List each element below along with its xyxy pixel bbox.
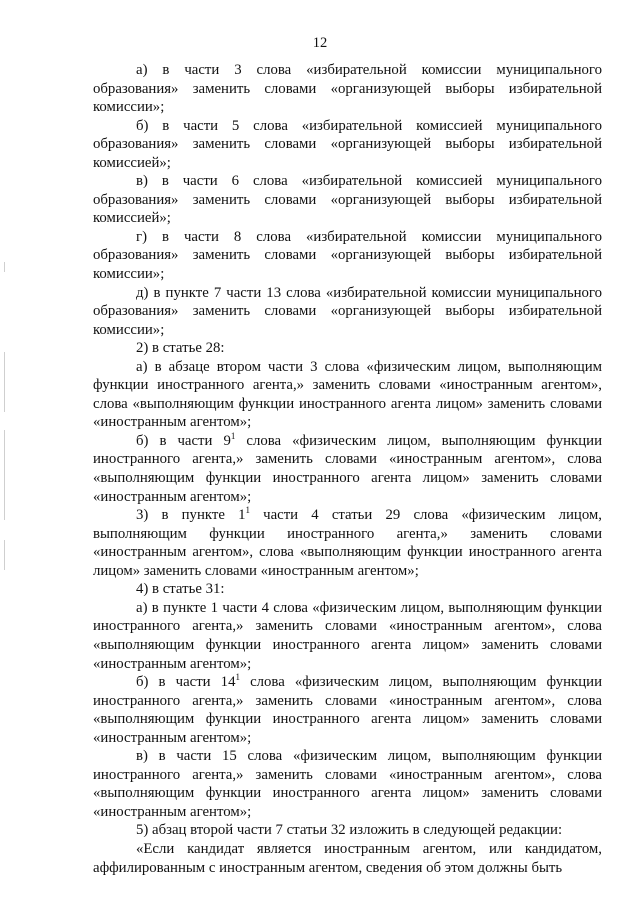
paragraph-text-before: 3) в пункте 1 [136, 507, 246, 524]
scan-margin-mark [4, 262, 5, 272]
superscript-index: 1 [245, 505, 250, 516]
superscript-index: 1 [235, 672, 240, 683]
paragraph-quote-start: «Если кандидат является иностранным агентом, или кандидатом, аффилированным с иностранным агентом, сведения об этом должны быть [93, 840, 602, 876]
paragraph-point-4-v: в) в части 15 слова «физическим лицом, выполняющим функции иностранного агента,» заменить словами «иностранным агентом», слова «выполняющим функции иностранного агента лицом» заменить словами «иностранным агентом»; [93, 748, 602, 820]
paragraph-text-after: слова «физическим лицом, выполняющим функции иностранного агента,» заменить словами «иностранным агентом», слова «выполняющим функции иностранного агента лицом» заменить словами «иностранным агентом»; [93, 674, 602, 746]
paragraph-item-a: а) в части 3 слова «избирательной комиссии муниципального образования» заменить словами «организующей выборы избирательной комиссии»; [93, 62, 602, 116]
page-number: 12 [312, 35, 328, 51]
paragraph-point-3 [93, 506, 602, 580]
scan-margin-mark [4, 540, 5, 570]
paragraph-item-d: д) в пункте 7 части 13 слова «избирательной комиссии муниципального образования» заменить словами «организующей выборы избирательной комиссии»; [93, 284, 602, 338]
paragraph-point-5: 5) абзац второй части 7 статьи 32 изложить в следующей редакции: [136, 822, 563, 839]
paragraph-item-v: в) в части 6 слова «избирательной комиссией муниципального образования» заменить словами «организующей выборы избирательной комиссией»; [93, 173, 602, 227]
paragraph-item-b: б) в части 5 слова «избирательной комиссией муниципального образования» заменить словами «организующей выборы избирательной комиссией»; [93, 117, 602, 171]
scan-margin-mark [4, 352, 5, 412]
paragraph-item-g: г) в части 8 слова «избирательной комиссии муниципального образования» заменить словами «организующей выборы избирательной комиссии»; [93, 228, 602, 283]
paragraph-point-4-a: а) в пункте 1 части 4 слова «физическим лицом, выполняющим функции иностранного агента,» заменить словами «иностранным агентом», слова «выполняющим функции иностранного агента лицом» заменить словами «иностранным агентом»; [93, 599, 602, 672]
paragraph-text-after: слова «физическим лицом, выполняющим функции иностранного агента,» заменить словами «иностранным агентом», слова «выполняющим функции иностранного агента лицом» заменить словами «иностранным агентом»; [93, 432, 603, 505]
superscript-index: 1 [230, 430, 236, 441]
paragraph-point-2-b [93, 432, 602, 506]
paragraph-point-4-b [93, 673, 602, 747]
paragraph-point-2: 2) в статье 28: [136, 340, 225, 357]
scan-margin-mark [4, 430, 5, 520]
paragraph-text-after: части 4 статьи 29 слова «физическим лицом, выполняющим функции иностранного агента,» заменить словами «иностранным агентом», слова «выполняющим функции иностранного агента лицом» заменить словами «иностранным агентом»; [93, 507, 602, 579]
paragraph-text-before: б) в части 14 [136, 674, 236, 691]
paragraph-text-before: б) в части 9 [136, 432, 231, 449]
document-body [93, 61, 602, 877]
paragraph-point-2-a: а) в абзаце втором части 3 слова «физическим лицом, выполняющим функции иностранного агента,» заменить словами «иностранным агентом», слова «выполняющим функции иностранного агента лицом» заменить словами «иностранным агентом»; [93, 358, 602, 431]
paragraph-point-4: 4) в статье 31: [136, 581, 225, 598]
